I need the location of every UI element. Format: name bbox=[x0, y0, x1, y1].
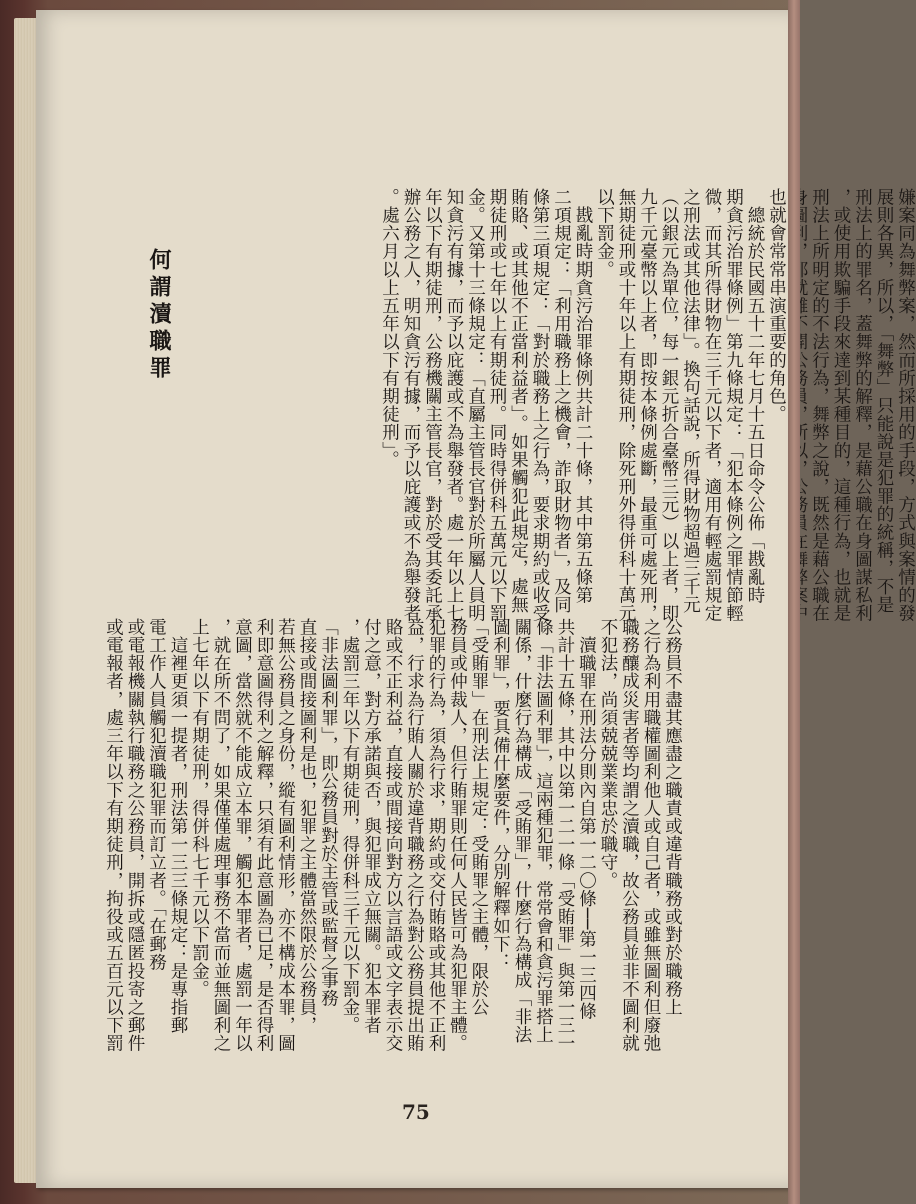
text-block-bottom-half: 嫌案同為舞弊案，然而所採用的手段，方式與案情的發 展則各異，所以，「舞弊」只能說是犯罪的統稱，不是 刑法上的罪名，蓋舞弊的解釋，是藉公職在身圖謀私利 ，或使用欺騙手段來達到某種目的，這種行為，也就是 刑法上所明定的不法行為，舞弊之說，既然是藉公職在 也就會常常串演重要的角色。 總統於民國五十二年七月十五日命令公佈「戡亂時 期貪污治罪條例」第九條規定：「犯本條例之罪情節輕 微，而其所得財物在三千元以下者，適用有輕處罰規定 之刑法或其他法律」。換句話說，所得財物超過三千元 （以銀元為單位，每一銀元折合臺幣三元）以上者，即 九千元臺幣以上者，即按本條例處斷，最重可處死刑， 無期徒刑或十年以上有期徒刑，除死刑外得併科十萬元 以下罰金。 戡亂時期貪污治罪條例共計二十條，其中第五條第 二項規定：「利用職務上之機會，詐取財物者」，及同 條第三項規定：「對於職務上之行為，要求期約或收受 賄賂、或其他不正當利益者」。如果觸犯此規定，處無 期徒刑或七年以上有期徒刑。同時得併科五萬元以下罰 金。又第十三條規定：「直屬主管長官對於所屬人員明 知貪污有據，而予以庇護或不為舉發者。處一年以上七 年以下有期徒刑，公務機關主管長官，對於受其委託承 辦公務之人，明知貪污有據，而予以庇護或不為舉發者 。處六月以上五年以下有期徒刑」。 bbox=[379, 188, 916, 623]
book-cover-edge bbox=[788, 0, 800, 1204]
book-page bbox=[36, 10, 916, 1188]
chapter-title: 何謂瀆職罪 bbox=[146, 248, 171, 383]
text-block-top-half: 公務員不盡其應盡之職責或違背職務或對於職務上 之行為利用職權圖利他人或自己者，或雖無圖利但廢弛 職務釀成災害者等均謂之瀆職，故公務員並非不圖利就 不犯法，尚須兢兢業業忠於職守。 瀆職罪在刑法分則內自第一二〇條──第一三四條 共計十五條，其中以第一二一條「受賄罪」與第一三一 條「非法圖利罪」，這兩種犯罪，常常會和貪污罪搭上 關係，什麼行為構成「受賄罪」，什麼行為構成「非法 圖利罪」，要具備什麼要件，分別解釋如下： 「受賄罪」在刑法上規定：受賄罪之主體，限於公 務員或仲裁人，但行賄罪則任何人民皆可為犯罪主體。 犯罪的行為，須為行求，期約或交付賄賂或其他不正利 益，行求為行賄人關於違背職務之行為對公務員提出賄 賂或不正利益，直接或間接向對方以言語或文字表示交 付之意，對方承諾與否，與犯罪成立無關。犯本罪者 ，處罰三年以下有期徒刑，得併科三千元以下罰金。 「非法圖利罪」，即公務員對於主管或監督之事務 直接或間接圖利是也，犯罪之主體當然限於公務員， 若無公務員之身份，縱有圖利情形，亦不構成本罪，圖 利即意圖得利之解釋，只須有此意圖為已足，是否得利 意圖，當然就不能成立本罪，觸犯本罪者，處罰一年以 ，就在所不問了，如果僅僅處理事務不當而並無圖利之 上七年以下有期徒刑，得併科七千元以下罰金。 這裡更須一提者，刑法第一三三條規定：是專指郵 電工作人員觸犯瀆職犯罪而訂立者。「在郵務 或電報機關執行職務之公務員，開拆或隱匿投寄之郵件 或電報者，處三年以下有期徒刑，拘役或五百元以下罰 bbox=[103, 618, 683, 1053]
page-number: 75 bbox=[402, 1100, 430, 1124]
